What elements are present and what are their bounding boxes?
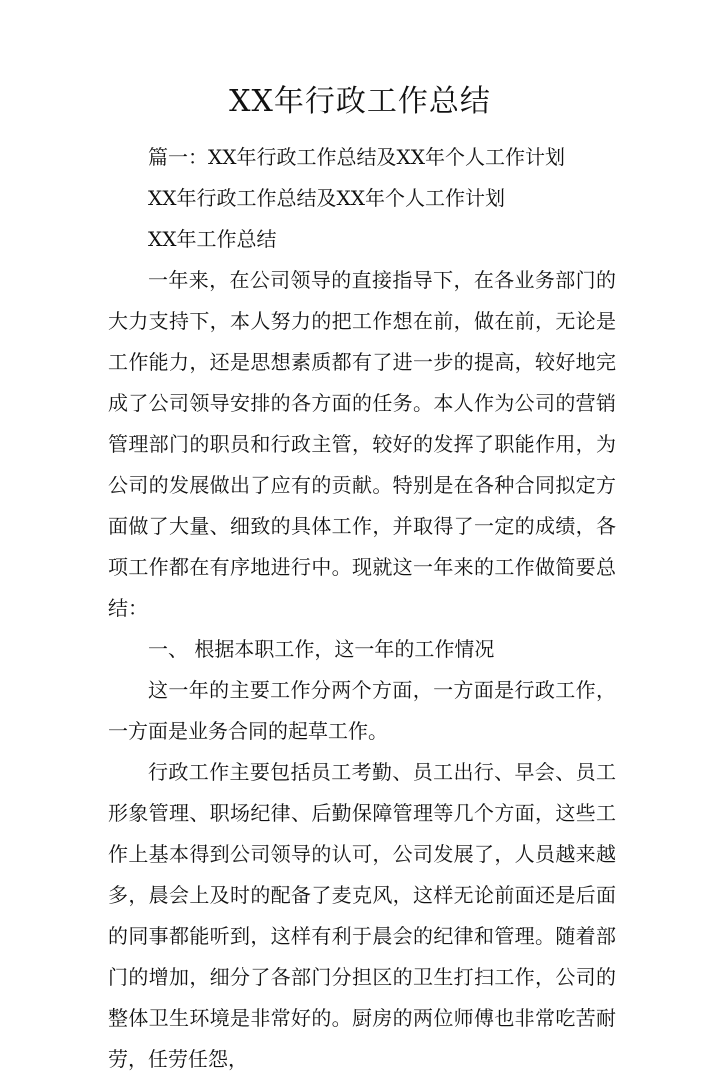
paragraph-intro: 一年来，在公司领导的直接指导下，在各业务部门的大力支持下，本人努力的把工作想在前，做在前，无论是工作能力，还是思想素质都有了进一步的提高，较好地完成了公司领导安排的各方面的任务。本人作为公司的营销管理部门的职员和行政主管，较好的发挥了职能作用，为公司的发展做出了应有的贡献。特别是在各种合同拟定方面做了大量、细致的具体工作，并取得了一定的成绩，各项工作都在有序地进行中。现就这一年来的工作做简要总结： xyxy=(108,268,616,620)
paragraph-subtitle-1: 篇一：XX年行政工作总结及XX年个人工作计划 xyxy=(148,145,565,169)
document-title: XX年行政工作总结 xyxy=(229,84,491,119)
paragraph-main-work: 这一年的主要工作分两个方面，一方面是行政工作，一方面是业务合同的起草工作。 xyxy=(108,678,616,743)
document-body xyxy=(108,137,616,1080)
paragraph-subtitle-3: XX年工作总结 xyxy=(148,227,277,251)
paragraph-admin-work: 行政工作主要包括员工考勤、员工出行、早会、员工形象管理、职场纪律、后勤保障管理等几个方面，这些工作上基本得到公司领导的认可，公司发展了，人员越来越多，晨会上及时的配备了麦克风，这样无论前面还是后面的同事都能听到，这样有利于晨会的纪律和管理。随着部门的增加，细分了各部门分担区的卫生打扫工作，公司的整体卫生环境是非常好的。厨房的两位师傅也非常吃苦耐劳，任劳任怨， xyxy=(108,760,616,1071)
section-heading-1: 一、 根据本职工作，这一年的工作情况 xyxy=(148,637,495,661)
paragraph-subtitle-2: XX年行政工作总结及XX年个人工作计划 xyxy=(148,186,505,210)
